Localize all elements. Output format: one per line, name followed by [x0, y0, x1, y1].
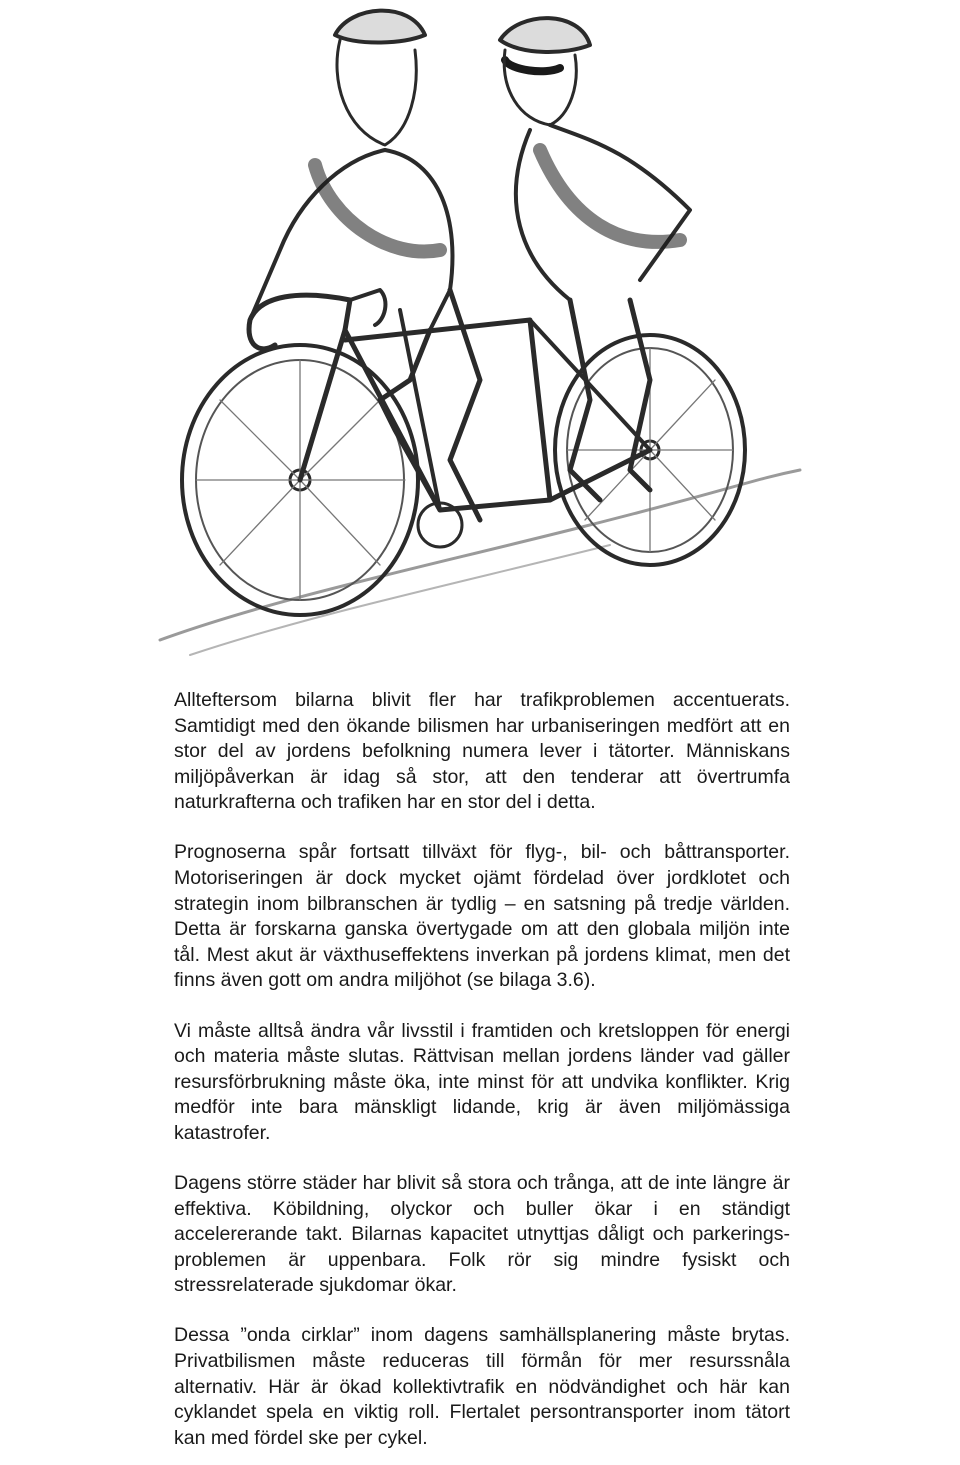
- paragraph-5: Dessa ”onda cirklar” inom dagens samhällsplanering måste brytas. Privatbilismen måste reduceras till förmån för mer resurssnåla alternativ. Här är ökad kollektivtrafik en nödvändighet och här kan cyklandet spela en viktig roll. Flertalet persontransporter inom tätort kan med fördel ske per cykel.: [174, 1324, 790, 1449]
- paragraph-1: Allteftersom bilarna blivit fler har trafikproblemen accentuerats. Samtidigt med den ökande bilismen har urbaniseringen medfört att en stor del av jordens befolkning numera lever i tätorter. Människans miljöpåverkan är idag så stor, att den tenderar att övertrumfa naturkrafterna och trafiken har en stor del i detta.: [174, 689, 790, 814]
- paragraph-2: Prognoserna spår fortsatt tillväxt för flyg-, bil- och båttransporter. Motoriseringen är dock mycket ojämt fördelad över jordklotet och strategin inom bilbranschen är tydlig – en satsning på tredje världen. Detta är forskarna ganska övertygade om att den globala miljön inte tål. Mest akut är växthuseffektens inverkan på jordens klimat, men det finns även gott om andra miljöhot (se bilaga 3.6).: [174, 841, 790, 992]
- paragraph-4: Dagens större städer har blivit så stora och trånga, att de inte längre är effektiva. Köbildning, olyckor och buller ökar i en ständigt accelererande takt. Bilarnas kapacitet utnyttjas dåligt och parkerings-problemen är uppenbara. Folk rör sig mindre fysiskt och stressrelaterade sjukdomar ökar.: [174, 1172, 790, 1297]
- body-text: [174, 688, 790, 1451]
- tandem-bicycle-icon: [150, 0, 810, 660]
- tandem-bicycle-illustration: [150, 0, 810, 660]
- paragraph-3: Vi måste alltså ändra vår livsstil i framtiden och kretsloppen för energi och materia måste slutas. Rättvisan mellan jordens länder vad gäller resursförbrukning måste öka, inte minst för att undvika konflikter. Krig medför inte bara mänskligt lidande, krig är även miljömässiga katastrofer.: [174, 1019, 790, 1144]
